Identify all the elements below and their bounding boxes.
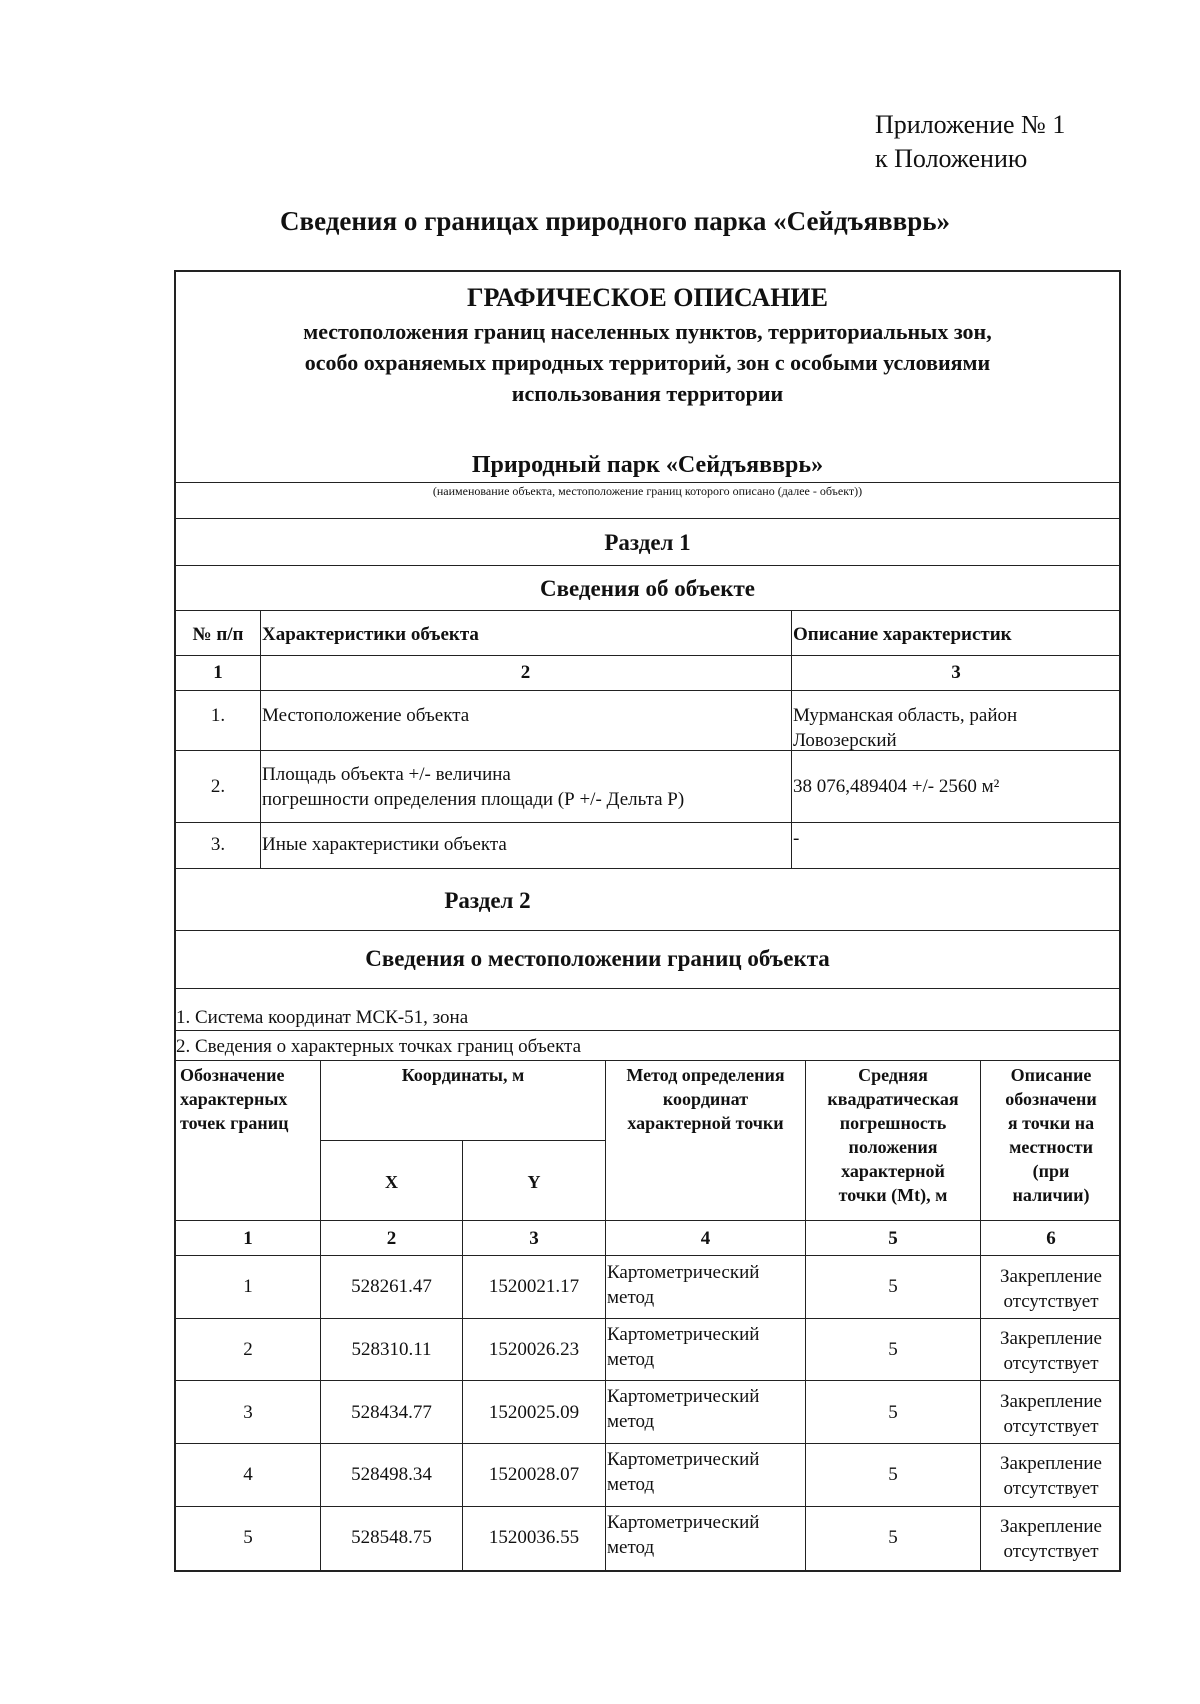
point-error: 5 — [888, 1276, 898, 1297]
table1-header-description: Описание характеристик — [793, 624, 1012, 645]
method-line: Картометрический — [607, 1386, 760, 1407]
description-line: Мурманская область, район — [793, 705, 1018, 726]
header-line: точки (Mt), м — [838, 1185, 948, 1205]
row-divider — [174, 690, 1121, 691]
point-y: 1520025.09 — [488, 1402, 580, 1423]
divider — [174, 518, 1121, 519]
point-description — [982, 1389, 1120, 1439]
point-error: 5 — [888, 1339, 898, 1360]
table2-header-x: X — [385, 1172, 398, 1192]
divider — [174, 1060, 1121, 1061]
description-line: Закрепление — [1000, 1453, 1102, 1474]
point-x: 528434.77 — [351, 1402, 432, 1423]
point-id: 3 — [243, 1402, 253, 1423]
section2-title: Раздел 2 — [444, 888, 531, 913]
points-title: 2. Сведения о характерных точках границ объекта — [176, 1036, 582, 1057]
header-line: наличии) — [1012, 1185, 1090, 1205]
table1-colnum: 2 — [520, 662, 531, 683]
description-line: отсутствует — [1003, 1478, 1099, 1499]
graphic-subtitle-line: использования территории — [511, 381, 784, 406]
table1-row-number: 3. — [210, 834, 226, 855]
table2-colnum: 3 — [529, 1228, 539, 1249]
table1-row-characteristic: Местоположение объекта — [262, 705, 470, 726]
table1-row-description: 38 076,489404 +/- 2560 м² — [793, 776, 1000, 797]
header-line: характерной точки — [627, 1113, 784, 1133]
table1-row-description: - — [793, 828, 800, 849]
column-divider — [605, 1060, 606, 1570]
point-error: 5 — [888, 1402, 898, 1423]
divider — [174, 565, 1121, 566]
point-description — [982, 1514, 1120, 1564]
table1-row-characteristic — [262, 762, 787, 812]
point-x: 528261.47 — [351, 1276, 432, 1297]
table2-colnum: 2 — [386, 1228, 397, 1249]
row-divider — [174, 1506, 1121, 1507]
table2-header-point — [180, 1063, 318, 1135]
method-line: метод — [607, 1411, 655, 1432]
annex-line-2: к Положению — [875, 144, 1028, 173]
description-line: отсутствует — [1003, 1541, 1099, 1562]
table1-row-number: 1. — [210, 705, 226, 726]
header-line: Описание — [1010, 1065, 1092, 1085]
header-line: точек границ — [180, 1113, 289, 1133]
graphic-subtitle-line: особо охраняемых природных территорий, зон с особыми условиями — [304, 350, 991, 375]
point-y: 1520028.07 — [488, 1464, 580, 1485]
table2-header-y: Y — [527, 1172, 541, 1192]
document-title: Сведения о границах природного парка «Сейдъявврь» — [280, 206, 950, 236]
header-line: характерных — [180, 1089, 288, 1109]
table2-header-coords: Координаты, м — [401, 1065, 525, 1085]
table2-colnum: 6 — [1046, 1228, 1056, 1249]
header-line: координат — [662, 1089, 749, 1109]
column-divider — [260, 610, 261, 868]
point-method — [607, 1322, 804, 1372]
table2-colnum: 5 — [888, 1228, 898, 1249]
point-id: 5 — [243, 1527, 253, 1548]
section2-subtitle: Сведения о местоположении границ объекта — [365, 946, 830, 971]
header-line: характерной — [841, 1161, 945, 1181]
method-line: Картометрический — [607, 1512, 760, 1533]
header-line: Средняя — [858, 1065, 928, 1085]
point-id: 2 — [243, 1339, 253, 1360]
row-divider — [320, 1140, 605, 1141]
description-line: Закрепление — [1000, 1328, 1102, 1349]
description-line: Закрепление — [1000, 1516, 1102, 1537]
divider — [174, 930, 1121, 931]
row-divider — [174, 1380, 1121, 1381]
row-divider — [174, 655, 1121, 656]
table1-colnum: 1 — [213, 662, 223, 683]
point-y: 1520036.55 — [488, 1527, 580, 1548]
table2-header-method — [607, 1063, 804, 1135]
header-line: Обозначение — [180, 1065, 285, 1085]
divider — [174, 482, 1121, 483]
point-description — [982, 1326, 1120, 1376]
header-line: положения — [848, 1137, 938, 1157]
description-line: Ловозерский — [793, 730, 897, 751]
header-line: (при — [1032, 1161, 1070, 1181]
point-method — [607, 1260, 804, 1310]
header-line: Метод определения — [626, 1065, 785, 1085]
row-divider — [174, 822, 1121, 823]
table1-row-number: 2. — [210, 776, 226, 797]
header-line: погрешность — [839, 1113, 947, 1133]
point-error: 5 — [888, 1527, 898, 1548]
header-line: квадратическая — [827, 1089, 959, 1109]
row-divider — [174, 1255, 1121, 1256]
method-line: метод — [607, 1287, 655, 1308]
graphic-title: ГРАФИЧЕСКОЕ ОПИСАНИЕ — [467, 283, 828, 312]
column-divider — [791, 610, 792, 868]
point-id: 1 — [243, 1276, 253, 1297]
table1-header-characteristic: Характеристики объекта — [262, 624, 479, 645]
annex-reference — [875, 108, 1065, 176]
point-x: 528310.11 — [351, 1339, 432, 1360]
method-line: Картометрический — [607, 1324, 760, 1345]
method-line: метод — [607, 1474, 655, 1495]
table1-row-description — [793, 703, 1118, 753]
method-line: метод — [607, 1537, 655, 1558]
characteristic-line: Площадь объекта +/- величина — [262, 764, 511, 785]
point-y: 1520021.17 — [488, 1276, 580, 1297]
column-divider — [980, 1060, 981, 1570]
table2-colnum: 4 — [700, 1228, 711, 1249]
row-divider — [174, 1443, 1121, 1444]
method-line: Картометрический — [607, 1449, 760, 1470]
description-line: Закрепление — [1000, 1266, 1102, 1287]
column-divider — [805, 1060, 806, 1570]
description-line: отсутствует — [1003, 1416, 1099, 1437]
object-name: Природный парк «Сейдъявврь» — [471, 452, 824, 478]
method-line: Картометрический — [607, 1262, 760, 1283]
column-divider — [320, 1060, 321, 1570]
table2-colnum: 1 — [243, 1228, 253, 1249]
point-error: 5 — [888, 1464, 898, 1485]
table1-header-number: № п/п — [192, 624, 244, 645]
table2-header-error — [807, 1063, 979, 1207]
row-divider — [174, 868, 1121, 869]
point-method — [607, 1384, 804, 1434]
row-divider — [174, 1220, 1121, 1221]
section1-subtitle: Сведения об объекте — [539, 576, 756, 601]
graphic-subtitle — [174, 316, 1121, 409]
table2-header-description — [982, 1063, 1120, 1207]
divider — [174, 988, 1121, 989]
table1-colnum: 3 — [951, 662, 961, 683]
graphic-subtitle-line: местоположения границ населенных пунктов, территориальных зон, — [303, 319, 992, 344]
header-line: я точки на — [1007, 1113, 1095, 1133]
coordinate-system: 1. Система координат МСК-51, зона — [176, 1007, 469, 1028]
characteristic-line: погрешности определения площади (Р +/- Дельта Р) — [262, 789, 685, 810]
table1-row-characteristic: Иные характеристики объекта — [262, 834, 507, 855]
point-x: 528548.75 — [351, 1527, 432, 1548]
description-line: отсутствует — [1003, 1291, 1099, 1312]
point-y: 1520026.23 — [488, 1339, 580, 1360]
divider — [174, 1030, 1121, 1031]
point-id: 4 — [243, 1464, 253, 1485]
header-line: обозначени — [1005, 1089, 1097, 1109]
method-line: метод — [607, 1349, 655, 1370]
point-description — [982, 1451, 1120, 1501]
annex-line-1: Приложение № 1 — [875, 110, 1066, 139]
point-description — [982, 1264, 1120, 1314]
point-method — [607, 1447, 804, 1497]
row-divider — [174, 1318, 1121, 1319]
section1-title: Раздел 1 — [604, 530, 691, 555]
description-line: отсутствует — [1003, 1353, 1099, 1374]
object-caption: (наименование объекта, местоположение границ которого описано (далее - объект)) — [432, 484, 863, 498]
point-x: 528498.34 — [351, 1464, 432, 1485]
description-line: Закрепление — [1000, 1391, 1102, 1412]
point-method — [607, 1510, 804, 1560]
divider — [174, 610, 1121, 611]
header-line: местности — [1009, 1137, 1093, 1157]
